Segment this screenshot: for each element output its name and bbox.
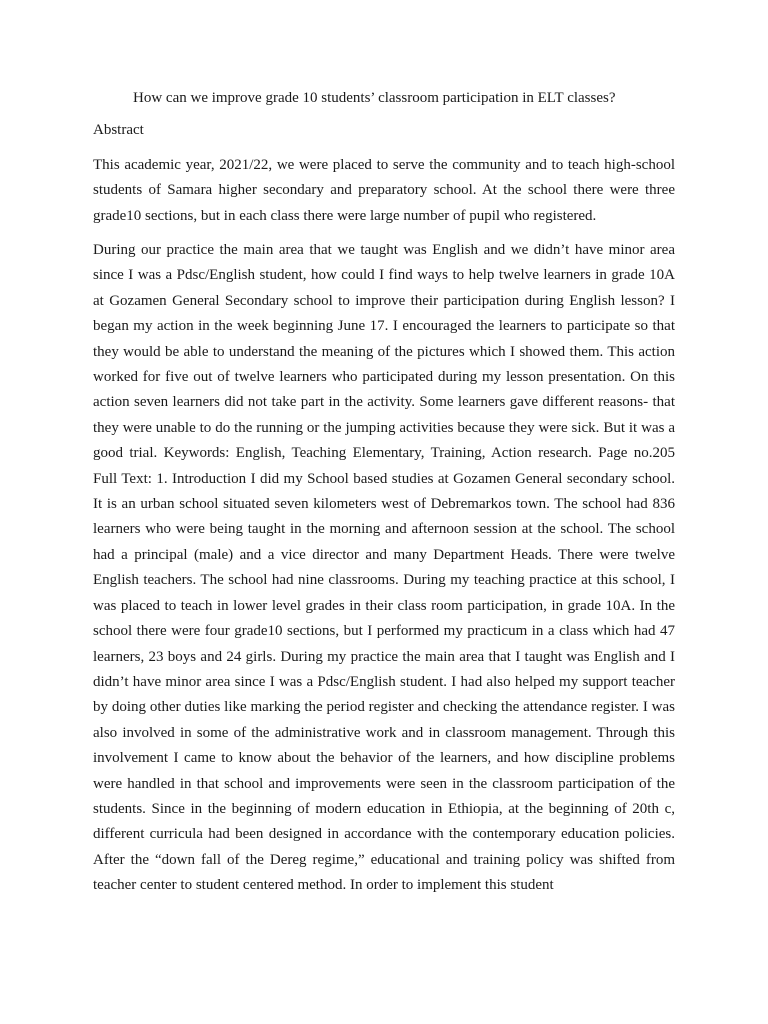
abstract-paragraph-1 — [93, 153, 675, 229]
paragraph-text: This academic year, 2021/22, we were placed to serve the community and to teach high-school students of Samara higher secondary and preparatory school. At the school there were three grade10 sections, but in each class there were large number of pupil who registered. — [93, 157, 675, 224]
paragraph-text: During our practice the main area that we taught was English and we didn’t have minor area since I was a Pdsc/English student, how could I find ways to help twelve learners in grade 10A at Gozamen General Secondary school to improve their participation during English lesson? I began my action in the week beginning June 17. I encouraged the learners to participate so that they would be able to understand the meaning of the pictures which I showed them. This action worked for five out of twelve learners who participated during my lesson presentation. On this action seven learners did not take part in the activity. Some learners gave different reasons- that they were unable to do the running or the jumping activities because they were sick. But it was a good trial. Keywords: English, Teaching Elementary, Training, Action research. Page no.205 Full Text: 1. Introduction I did my School based studies at Gozamen General secondary school. It is an urban school situated seven kilometers west of Debremarkos town. The school had 836 learners who were being taught in the morning and afternoon session at the school. The school had a principal (male) and a vice director and many Department Heads. There were twelve English teachers. The school had nine classrooms. During my teaching practice at this school, I was placed to teach in lower level grades in their class room participation, in grade 10A. In the school there were four grade10 sections, but I performed my practicum in a class which had 47 learners, 23 boys and 24 girls. During my practice the main area that I taught was English and I didn’t have minor area since I was a Pdsc/English student. I had also helped my support teacher by doing other duties like marking the period register and checking the attendance register. I was also involved in some of the administrative work and in classroom management. Through this involvement I came to know about the behavior of the learners, and how discipline problems were handled in that school and improvements were seen in the classroom participation of the students. Since in the beginning of modern education in Ethiopia, at the beginning of 20th c, different curricula had been designed in accordance with the contemporary education policies. After the “down fall of the Dereg regime,” educational and training policy was shifted from teacher center to student centered method. In order to implement this student — [93, 242, 675, 894]
abstract-heading: Abstract — [93, 122, 144, 138]
abstract-paragraph-2 — [93, 238, 675, 899]
document-title: How can we improve grade 10 students’ classroom participation in ELT classes? — [133, 90, 616, 106]
